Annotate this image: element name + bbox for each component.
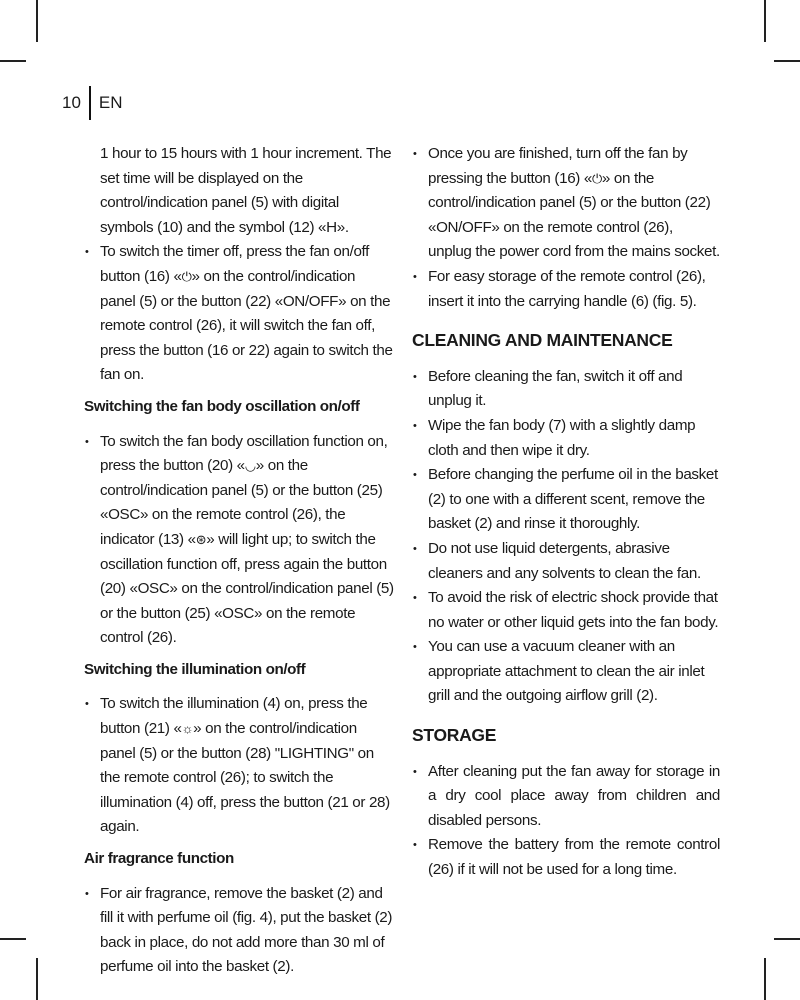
crop-mark: [0, 60, 26, 62]
list-item: • For air fragrance, remove the basket (2) and fill it with perfume oil (fig. 4), put the basket (2) back in place, do not add more than 30 ml of perfume oil into the basket (2).: [84, 882, 394, 980]
oscillation-list: [84, 430, 394, 651]
shutdown-list: [412, 142, 720, 314]
oscillation-icon: ◡: [244, 458, 256, 474]
fragrance-list: [84, 882, 394, 980]
crop-mark: [0, 938, 26, 940]
right-column: [412, 142, 720, 883]
power-icon: ⏻: [591, 170, 602, 186]
crop-mark: [774, 60, 800, 62]
cleaning-heading: CLEANING AND MAINTENANCE: [412, 330, 673, 351]
list-item: • Before changing the perfume oil in the basket (2) to one with a different scent, remove the basket (2) and rinse it thoroughly.: [412, 463, 720, 537]
crop-mark: [764, 0, 766, 42]
list-item: • To switch the fan body oscillation function on, press the button (20) «◡» on the control/indication panel (5) or the button (25) «OSC» on the remote control (26), the indicator (13) «⊛» will light up; to switch the oscillation function off, press again the button (20) «OSC» on the control/indication panel (5) or the button (25) «OSC» on the remote control (26).: [84, 430, 394, 651]
crop-mark: [774, 938, 800, 940]
fragrance-heading: Air fragrance function: [84, 850, 234, 868]
crop-mark: [764, 958, 766, 1000]
list-item: • Do not use liquid detergents, abrasive cleaners and any solvents to clean the fan.: [412, 537, 720, 586]
light-icon: ☼: [181, 721, 194, 737]
list-item: • You can use a vacuum cleaner with an appropriate attachment to clean the air inlet grill and the outgoing airflow grill (2).: [412, 635, 720, 709]
cleaning-list: [412, 365, 720, 709]
list-item: • To switch the illumination (4) on, press the button (21) «☼» on the control/indication panel (5) or the button (28) "LIGHTING" on the remote control (26); to switch the illumination (4) off, press the button (21 or 28) again.: [84, 692, 394, 840]
page-header: [62, 86, 123, 120]
language-code: EN: [98, 93, 123, 112]
crop-mark: [36, 0, 38, 42]
crop-mark: [36, 958, 38, 1000]
list-item: • To avoid the risk of electric shock provide that no water or other liquid gets into the fan body.: [412, 586, 720, 635]
continued-paragraph: 1 hour to 15 hours with 1 hour increment. The set time will be displayed on the control/indication panel (5) with digital symbols (10) and the symbol (12) «H».: [100, 145, 392, 236]
storage-heading: STORAGE: [412, 725, 497, 746]
storage-list: [412, 760, 720, 883]
list-item: • Wipe the fan body (7) with a slightly damp cloth and then wipe it dry.: [412, 414, 720, 463]
power-icon: ⏻: [181, 268, 192, 284]
list-item: • Before cleaning the fan, switch it off and unplug it.: [412, 365, 720, 414]
illumination-list: [84, 692, 394, 840]
timer-list: [84, 240, 394, 388]
oscillation-indicator-icon: ⊛: [195, 531, 207, 547]
list-item: • For easy storage of the remote control (26), insert it into the carrying handle (6) (fig. 5).: [412, 265, 720, 314]
list-item: • To switch the timer off, press the fan on/off button (16) «⏻» on the control/indication panel (5) or the button (22) «ON/OFF» on the remote control (26), it will switch the fan off, press the button (16 or 22) again to switch the fan on.: [84, 240, 394, 388]
list-item: • Once you are finished, turn off the fan by pressing the button (16) «⏻» on the control/indication panel (5) or the button (22) «ON/OFF» on the remote control (26), unplug the power cord from the mains socket.: [412, 142, 720, 265]
left-column: [84, 142, 394, 980]
illumination-heading: Switching the illumination on/off: [84, 660, 306, 678]
page-number: 10: [62, 93, 81, 112]
list-item: • Remove the battery from the remote control (26) if it will not be used for a long time.: [412, 833, 720, 882]
list-item: • After cleaning put the fan away for storage in a dry cool place away from children and disabled persons.: [412, 760, 720, 834]
oscillation-heading: Switching the fan body oscillation on/off: [84, 397, 360, 415]
